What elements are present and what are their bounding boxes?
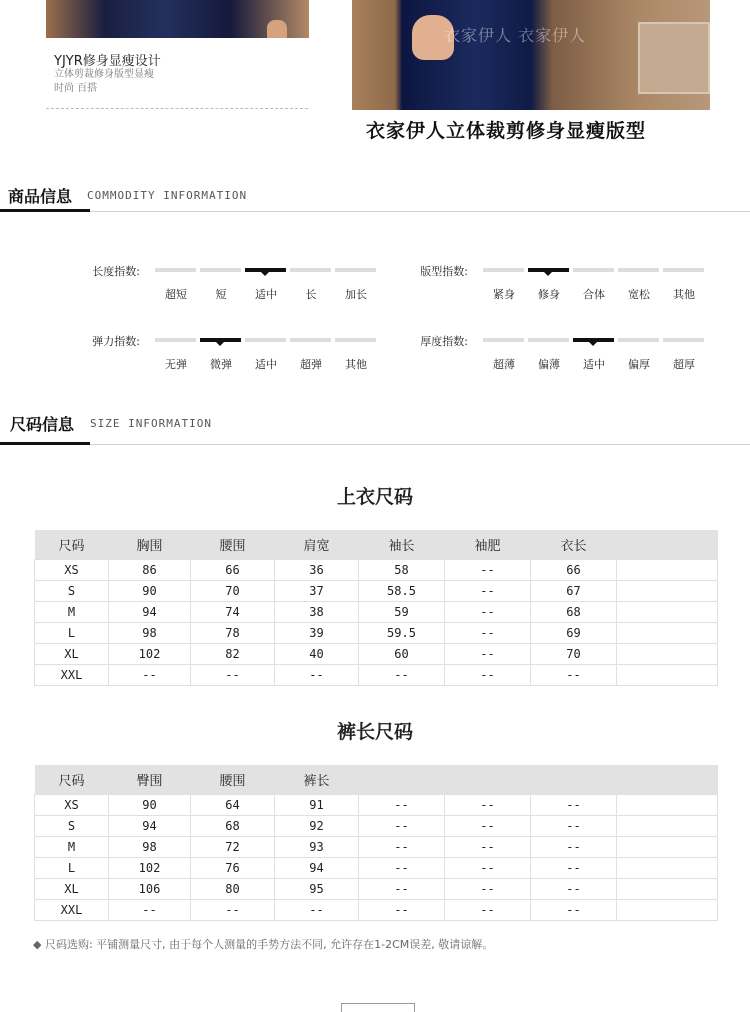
commodity-underline xyxy=(0,209,90,212)
table-cell: XL xyxy=(35,644,109,665)
table-cell: -- xyxy=(445,602,531,623)
table-row xyxy=(35,900,718,921)
bottom-tab-edge xyxy=(341,1003,415,1012)
scale-option: 适中 xyxy=(583,358,605,371)
table-cell: 76 xyxy=(191,858,275,879)
table-cell xyxy=(617,837,718,858)
table-row xyxy=(35,623,718,644)
table-cell: -- xyxy=(445,644,531,665)
table-cell: 93 xyxy=(275,837,359,858)
table-header-cell xyxy=(359,765,445,795)
table-row xyxy=(35,837,718,858)
dashed-divider xyxy=(46,108,308,109)
scale-segment xyxy=(335,338,376,342)
scale-segment-selected xyxy=(573,338,614,342)
table-row xyxy=(35,602,718,623)
table-cell: -- xyxy=(275,900,359,921)
table-header-cell: 衣长 xyxy=(531,530,617,560)
design-title: YJYR修身显瘦设计 xyxy=(54,54,161,69)
scale-segment xyxy=(290,268,331,272)
table-cell: -- xyxy=(445,837,531,858)
table-header-cell: 肩宽 xyxy=(275,530,359,560)
table-row xyxy=(35,858,718,879)
table-cell: 67 xyxy=(531,581,617,602)
table-cell: 95 xyxy=(275,879,359,900)
scale-label: 长度指数: xyxy=(92,265,140,278)
table-cell: 86 xyxy=(109,560,191,581)
scale-option: 适中 xyxy=(255,358,277,371)
table-row xyxy=(35,644,718,665)
table-cell: 59 xyxy=(359,602,445,623)
table-cell: -- xyxy=(445,623,531,644)
table-cell: XS xyxy=(35,560,109,581)
top-size-table xyxy=(34,530,718,686)
table-cell: -- xyxy=(109,900,191,921)
scale-option: 宽松 xyxy=(628,288,650,301)
table-cell xyxy=(617,858,718,879)
table-cell: -- xyxy=(445,581,531,602)
table-cell: 90 xyxy=(109,795,191,816)
scale-option: 超弹 xyxy=(300,358,322,371)
scale-segment-selected xyxy=(200,338,241,342)
scale-segment xyxy=(245,338,286,342)
table-cell: -- xyxy=(359,665,445,686)
scale-segment-selected xyxy=(245,268,286,272)
scale-segment xyxy=(335,268,376,272)
table-header-cell xyxy=(617,530,718,560)
scale-segment xyxy=(573,268,614,272)
table-cell: 80 xyxy=(191,879,275,900)
table-cell: -- xyxy=(531,665,617,686)
table-cell: 102 xyxy=(109,644,191,665)
watermark: 衣家伊人 衣家伊人 xyxy=(444,26,587,45)
design-sub-line-2: 时尚 百搭 xyxy=(54,83,98,94)
table-cell: 98 xyxy=(109,623,191,644)
table-row xyxy=(35,560,718,581)
table-cell: 38 xyxy=(275,602,359,623)
table-cell: -- xyxy=(191,900,275,921)
table-cell: 91 xyxy=(275,795,359,816)
table-cell: -- xyxy=(531,879,617,900)
table-header-row xyxy=(35,530,718,560)
scale-option: 偏薄 xyxy=(538,358,560,371)
table-cell xyxy=(617,879,718,900)
table-cell: 82 xyxy=(191,644,275,665)
scale-option: 短 xyxy=(215,288,227,301)
table-cell: 64 xyxy=(191,795,275,816)
table-header-cell: 胸围 xyxy=(109,530,191,560)
scale-option: 偏厚 xyxy=(628,358,650,371)
scale-option: 修身 xyxy=(538,288,560,301)
table-header-cell: 臀围 xyxy=(109,765,191,795)
table-cell xyxy=(617,816,718,837)
scale-option: 微弹 xyxy=(210,358,232,371)
size-note: ◆ 尺码选购: 平铺测量尺寸, 由于每个人测量的手势方法不同, 允许存在1-2CM误差, 敬请谅解。 xyxy=(33,938,494,951)
commodity-title-cn: 商品信息 xyxy=(8,187,73,206)
table-cell: -- xyxy=(445,816,531,837)
table-cell: M xyxy=(35,837,109,858)
table-cell: 74 xyxy=(191,602,275,623)
scale-segment xyxy=(663,338,704,342)
table-cell: -- xyxy=(531,816,617,837)
table-cell: 94 xyxy=(109,602,191,623)
table-row xyxy=(35,795,718,816)
product-photo-left xyxy=(46,0,309,38)
table-cell: 69 xyxy=(531,623,617,644)
scale-label: 版型指数: xyxy=(420,265,468,278)
table-cell: 58 xyxy=(359,560,445,581)
table-cell: L xyxy=(35,623,109,644)
table-header-cell: 腰围 xyxy=(191,530,275,560)
table-cell: 68 xyxy=(531,602,617,623)
table-cell: -- xyxy=(275,665,359,686)
table-cell: -- xyxy=(531,837,617,858)
table-row xyxy=(35,879,718,900)
commodity-title-en: COMMODITY INFORMATION xyxy=(87,189,248,202)
table-cell: -- xyxy=(191,665,275,686)
table-cell: 94 xyxy=(109,816,191,837)
scale-segment xyxy=(155,268,196,272)
scale-segment xyxy=(200,268,241,272)
table-cell: -- xyxy=(359,858,445,879)
commodity-divider xyxy=(0,211,750,212)
table-cell: -- xyxy=(445,795,531,816)
table-cell: 59.5 xyxy=(359,623,445,644)
table-cell: -- xyxy=(445,879,531,900)
size-divider xyxy=(0,444,750,445)
scale-segment xyxy=(663,268,704,272)
table-cell xyxy=(617,581,718,602)
table-cell xyxy=(617,644,718,665)
table-cell xyxy=(617,623,718,644)
scale-option: 适中 xyxy=(255,288,277,301)
table-cell: 70 xyxy=(191,581,275,602)
table-cell: 102 xyxy=(109,858,191,879)
table-header-cell: 腰围 xyxy=(191,765,275,795)
scale-option: 合体 xyxy=(583,288,605,301)
scale-label: 厚度指数: xyxy=(420,335,468,348)
table-cell: XL xyxy=(35,879,109,900)
scale-option: 超薄 xyxy=(493,358,515,371)
scale-segment xyxy=(155,338,196,342)
table-cell: 70 xyxy=(531,644,617,665)
design-sub-line-1: 立体剪裁修身版型显瘦 xyxy=(54,69,154,80)
table-cell: -- xyxy=(359,879,445,900)
pants-size-table-title: 裤长尺码 xyxy=(336,721,413,743)
table-header-cell xyxy=(445,765,531,795)
scale-option: 超短 xyxy=(165,288,187,301)
wall-frame xyxy=(638,22,710,94)
table-cell: M xyxy=(35,602,109,623)
table-row xyxy=(35,665,718,686)
table-cell: 66 xyxy=(531,560,617,581)
table-header-cell xyxy=(617,765,718,795)
table-cell: -- xyxy=(531,858,617,879)
table-cell xyxy=(617,900,718,921)
table-cell: 78 xyxy=(191,623,275,644)
table-cell: 106 xyxy=(109,879,191,900)
table-cell xyxy=(617,602,718,623)
scale-segment xyxy=(483,338,524,342)
table-header-cell: 尺码 xyxy=(35,530,109,560)
table-cell: XXL xyxy=(35,665,109,686)
table-cell: 58.5 xyxy=(359,581,445,602)
scale-option: 其他 xyxy=(673,288,695,301)
table-header-cell: 袖肥 xyxy=(445,530,531,560)
scale-segment xyxy=(483,268,524,272)
table-cell: -- xyxy=(359,900,445,921)
table-cell: 68 xyxy=(191,816,275,837)
scale-label: 弹力指数: xyxy=(92,335,140,348)
table-cell: -- xyxy=(531,900,617,921)
table-cell: 90 xyxy=(109,581,191,602)
scale-option: 紧身 xyxy=(493,288,515,301)
table-header-row xyxy=(35,765,718,795)
table-cell: -- xyxy=(359,816,445,837)
table-header-cell: 尺码 xyxy=(35,765,109,795)
table-cell: 39 xyxy=(275,623,359,644)
table-cell: L xyxy=(35,858,109,879)
scale-option: 其他 xyxy=(345,358,367,371)
scale-option: 长 xyxy=(305,288,317,301)
product-caption: 衣家伊人立体裁剪修身显瘦版型 xyxy=(366,120,647,142)
size-title-en: SIZE INFORMATION xyxy=(90,417,212,430)
table-cell: 92 xyxy=(275,816,359,837)
pants-size-table xyxy=(34,765,718,921)
table-cell xyxy=(617,560,718,581)
table-cell: 72 xyxy=(191,837,275,858)
table-cell xyxy=(617,665,718,686)
size-underline xyxy=(0,442,90,445)
table-cell xyxy=(617,795,718,816)
table-header-cell xyxy=(531,765,617,795)
table-cell: 98 xyxy=(109,837,191,858)
scale-option: 无弹 xyxy=(165,358,187,371)
table-cell: 36 xyxy=(275,560,359,581)
size-title-cn: 尺码信息 xyxy=(10,415,75,434)
product-photo-right xyxy=(352,0,710,110)
scale-segment xyxy=(618,338,659,342)
table-cell: XS xyxy=(35,795,109,816)
scale-segment xyxy=(618,268,659,272)
table-cell: 66 xyxy=(191,560,275,581)
table-cell: XXL xyxy=(35,900,109,921)
table-cell: -- xyxy=(109,665,191,686)
scale-segment-selected xyxy=(528,268,569,272)
table-row xyxy=(35,581,718,602)
scale-segment xyxy=(528,338,569,342)
top-size-table-title: 上衣尺码 xyxy=(336,486,413,508)
table-cell: 94 xyxy=(275,858,359,879)
table-cell: -- xyxy=(445,560,531,581)
table-cell: -- xyxy=(531,795,617,816)
table-cell: -- xyxy=(359,795,445,816)
table-cell: -- xyxy=(359,837,445,858)
table-row xyxy=(35,816,718,837)
table-cell: S xyxy=(35,816,109,837)
table-header-cell: 袖长 xyxy=(359,530,445,560)
table-header-cell: 裤长 xyxy=(275,765,359,795)
table-cell: 60 xyxy=(359,644,445,665)
table-cell: -- xyxy=(445,900,531,921)
scale-option: 超厚 xyxy=(673,358,695,371)
table-cell: 37 xyxy=(275,581,359,602)
scale-option: 加长 xyxy=(345,288,367,301)
table-cell: -- xyxy=(445,665,531,686)
table-cell: S xyxy=(35,581,109,602)
table-cell: -- xyxy=(445,858,531,879)
table-cell: 40 xyxy=(275,644,359,665)
scale-segment xyxy=(290,338,331,342)
design-subtitle xyxy=(54,68,194,96)
